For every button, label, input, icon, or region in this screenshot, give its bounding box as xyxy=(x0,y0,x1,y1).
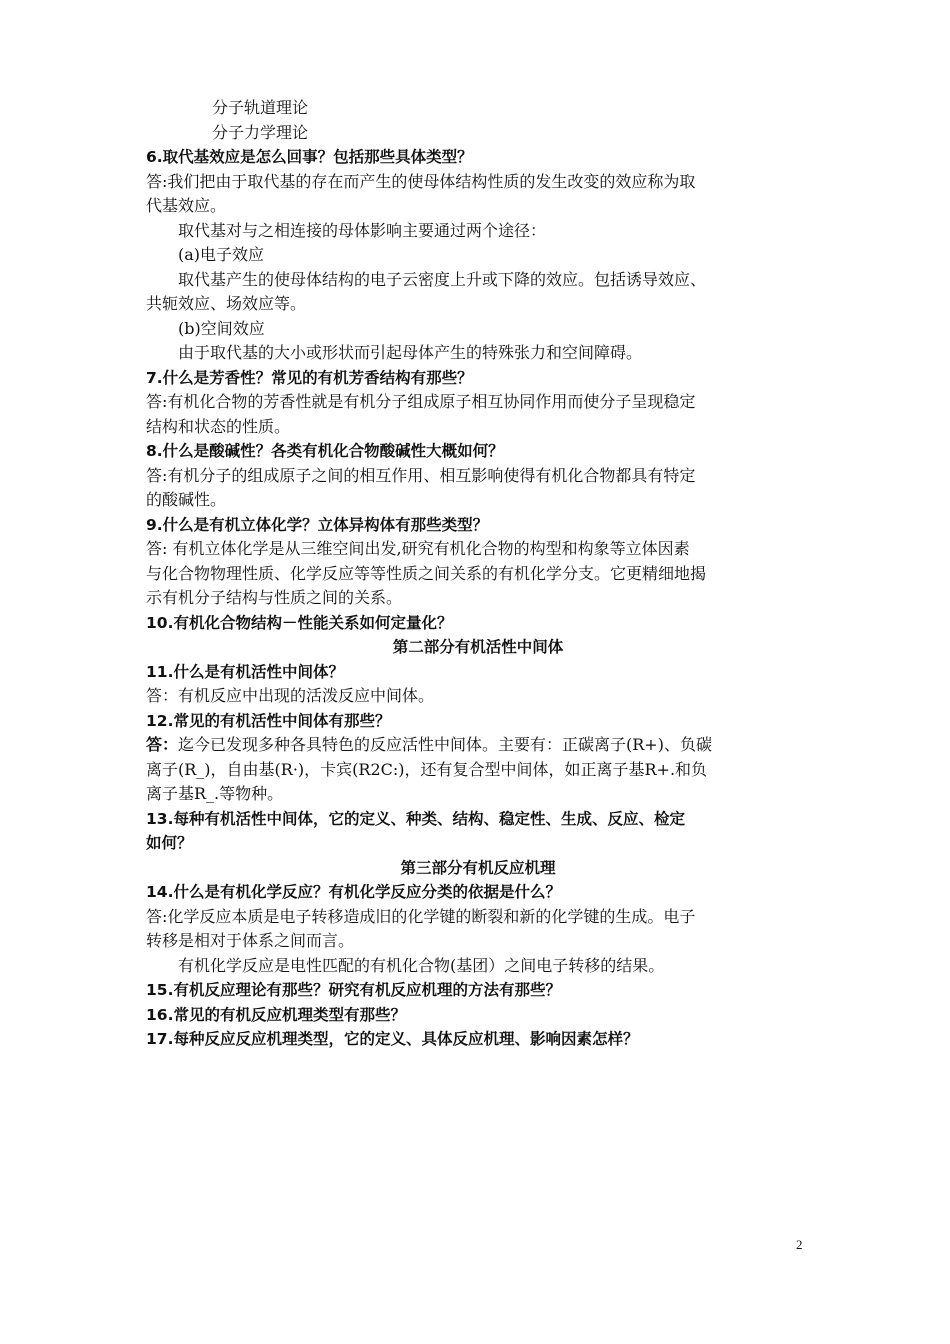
text-line: 分子力学理论 xyxy=(212,122,309,142)
question-heading: 11.什么是有机活性中间体？ xyxy=(146,662,344,681)
question-heading: 10.有机化合物结构－性能关系如何定量化？ xyxy=(146,613,453,632)
answer-line: 答：有机反应中出现的活泼反应中间体。 xyxy=(146,686,435,705)
answer-line: 离子(R_)，自由基(R·)，卡宾(R2C:)，还有复合型中间体，如正离子基R+.和负 xyxy=(146,759,708,779)
document-body xyxy=(146,96,810,1052)
question-heading: 如何？ xyxy=(146,834,193,852)
page-number: 2 xyxy=(796,1237,803,1252)
answer-line: 代基效应。 xyxy=(146,196,227,215)
question-heading: 6.取代基效应是怎么回事？包括那些具体类型？ xyxy=(146,148,473,166)
question-heading: 9.什么是有机立体化学？立体异构体有那些类型？ xyxy=(146,515,489,534)
text-line: 有机化学反应是电性匹配的有机化合物(基团）之间电子转移的结果。 xyxy=(178,955,665,975)
answer-line: 答:有机分子的组成原子之间的相互作用、相互影响使得有机化合物都具有特定 xyxy=(146,465,696,485)
answer-line: 答:我们把由于取代基的存在而产生的使母体结构性质的发生改变的效应称为取 xyxy=(146,171,696,191)
text-line: 由于取代基的大小或形状而引起母体产生的特殊张力和空间障碍。 xyxy=(178,343,643,362)
text-line: (a)电子效应 xyxy=(178,245,265,264)
text-line: (b)空间效应 xyxy=(178,318,265,338)
question-heading: 14.什么是有机化学反应？有机化学反应分类的依据是什么？ xyxy=(146,883,561,901)
question-heading: 15.有机反应理论有那些？研究有机反应机理的方法有那些？ xyxy=(146,981,561,999)
answer-line: 结构和状态的性质。 xyxy=(146,416,291,436)
question-heading: 16.常见的有机反应机理类型有那些？ xyxy=(146,1005,406,1024)
answer-line: 答:化学反应本质是电子转移造成旧的化学键的断裂和新的化学键的生成。电子 xyxy=(146,906,696,926)
question-heading: 17.每种反应反应机理类型，它的定义、具体反应机理、影响因素怎样？ xyxy=(146,1030,639,1048)
answer-line: 转移是相对于体系之间而言。 xyxy=(146,931,355,950)
question-heading: 7.什么是芳香性？常见的有机芳香结构有那些？ xyxy=(146,368,473,387)
text-line: 取代基产生的使母体结构的电子云密度上升或下降的效应。包括诱导效应、 xyxy=(178,269,707,289)
text-line: 共轭效应、场效应等。 xyxy=(146,294,307,313)
answer-prefix: 答： xyxy=(146,735,179,754)
question-heading: 8.什么是酸碱性？各类有机化合物酸碱性大概如何？ xyxy=(146,442,504,460)
answer-text: 迄今已发现多种各具特色的反应活性中间体。主要有：正碳离子(R+)、负碳 xyxy=(178,735,712,754)
answer-line: 示有机分子结构与性质之间的关系。 xyxy=(146,588,403,607)
text-line: 取代基对与之相连接的母体影响主要通过两个途径： xyxy=(178,220,547,240)
text-line: 分子轨道理论 xyxy=(212,98,309,117)
section-title: 第三部分有机反应机理 xyxy=(400,858,556,877)
question-heading: 12.常见的有机活性中间体有那些？ xyxy=(146,711,391,730)
answer-line: 的酸碱性。 xyxy=(146,490,227,509)
answer-line: 答: 有机立体化学是从三维空间出发,研究有机化合物的构型和构象等立体因素 xyxy=(146,539,690,558)
answer-line: 答:有机化合物的芳香性就是有机分子组成原子相互协同作用而使分子呈现稳定 xyxy=(146,392,696,411)
question-heading: 13.每种有机活性中间体，它的定义、种类、结构、稳定性、生成、反应、检定 xyxy=(146,809,685,828)
answer-line: 离子基R_.等物种。 xyxy=(146,784,284,803)
answer-line: 与化合物物理性质、化学反应等等性质之间关系的有机化学分支。它更精细地揭 xyxy=(146,563,707,583)
section-title: 第二部分有机活性中间体 xyxy=(392,638,564,656)
answer-line xyxy=(146,733,810,758)
